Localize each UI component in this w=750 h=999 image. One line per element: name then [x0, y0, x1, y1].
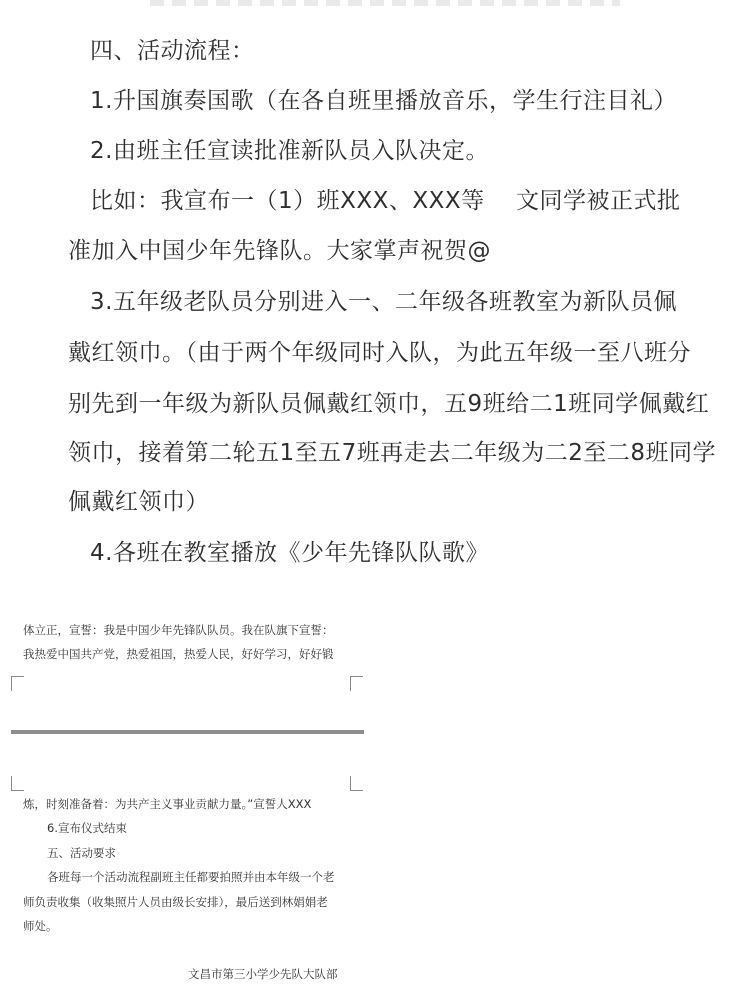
page-corner-mark [11, 676, 24, 691]
process-item-2: 2.由班主任宣读批准新队员入队决定。 [90, 138, 489, 164]
section-heading-process: 四、活动流程： [90, 38, 255, 64]
requirement-line-2: 师负责收集（收集照片人员由级长安排），最后送到林娟娟老 [23, 895, 328, 909]
example-line-1: 比如：我宣布一（1）班XXX、XXX等 文同学被正式批 [90, 188, 681, 214]
page-corner-mark [350, 676, 363, 691]
section-heading-requirements: 五、活动要求 [47, 846, 116, 860]
requirement-line-1: 各班每一个活动流程副班主任都要拍照并由本年级一个老 [47, 870, 335, 884]
page-separator [11, 730, 364, 734]
process-item-3-line-1: 3.五年级老队员分别进入一、二年级各班教室为新队员佩 [90, 289, 677, 315]
process-item-6: 6.宣布仪式结束 [47, 821, 127, 835]
oath-line-2: 我热爱中国共产党，热爱祖国，热爱人民，好好学习，好好锻 [23, 647, 334, 661]
process-item-1: 1.升国旗奏国歌（在各自班里播放音乐，学生行注目礼） [90, 88, 677, 114]
oath-line-3: 炼，时刻准备着：为共产主义事业贡献力量。”宣誓人XXX [23, 797, 312, 811]
process-item-3-line-4: 领巾，接着第二轮五1至五7班再走去二年级为二2至二8班同学 [68, 440, 717, 466]
process-item-3-line-2: 戴红领巾。（由于两个年级同时入队，为此五年级一至八班分 [68, 340, 691, 366]
example-line-2: 准加入中国少年先锋队。大家掌声祝贺@ [68, 238, 491, 264]
oath-line-1: 体立正，宣誓：我是中国少年先锋队队员。我在队旗下宣誓： [23, 623, 334, 637]
cut-off-text-top [150, 0, 620, 6]
process-item-3-line-3: 别先到一年级为新队员佩戴红领巾，五9班给二1班同学佩戴红 [68, 391, 710, 417]
page-corner-mark [11, 776, 24, 791]
requirement-line-3: 师处。 [23, 919, 58, 933]
process-item-3-line-5: 佩戴红领巾） [68, 489, 209, 515]
page-corner-mark [350, 776, 363, 791]
process-item-4: 4.各班在教室播放《少年先锋队队歌》 [90, 540, 489, 566]
signature: 文昌市第三小学少先队大队部 [188, 967, 338, 981]
